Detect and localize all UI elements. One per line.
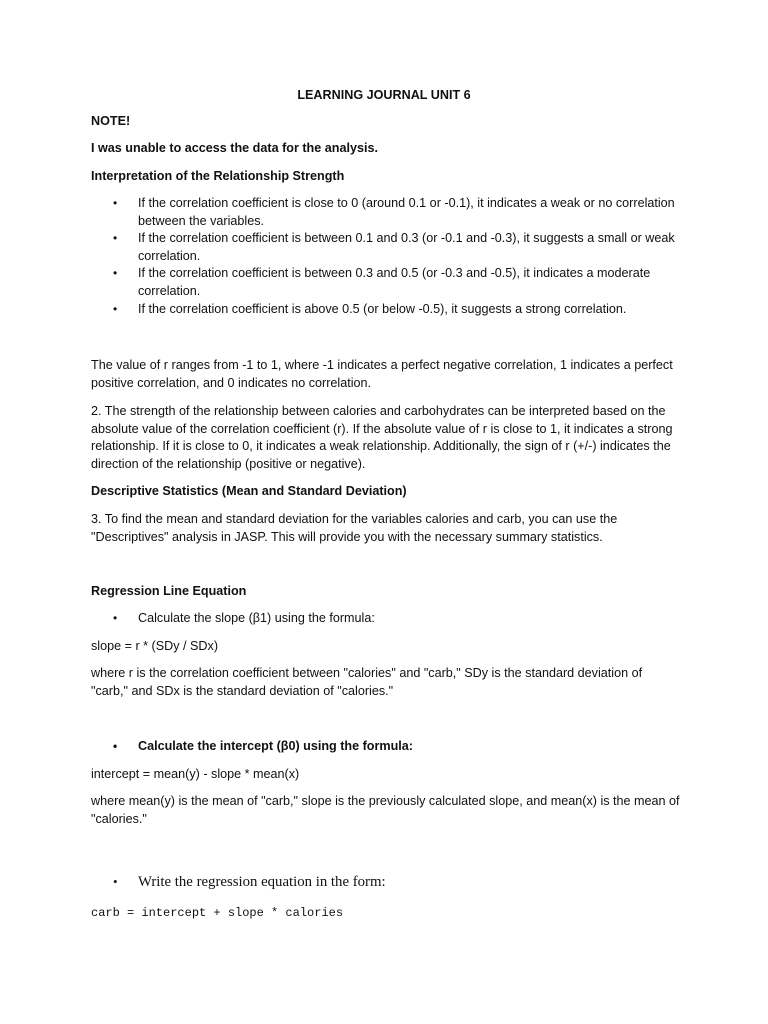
strength-paragraph: 2. The strength of the relationship between calories and carbohydrates can be interpreted based on the absolute value of the correlation coefficient (r). If the absolute value of r is close to 1, it indicates a strong relationship. If it is close to 0, it indicates a weak relationship. Additionally, the sign of r (+/-) indicates the direction of the relationship (positive or negative). (91, 404, 673, 471)
section-heading-relationship-strength: Interpretation of the Relationship Strength (91, 169, 345, 183)
bullet-icon: • (113, 611, 118, 625)
intercept-bullet-text: Calculate the intercept (β0) using the formula: (138, 739, 413, 753)
list-item-text: If the correlation coefficient is above 0.5 (or below -0.5), it suggests a strong correlation. (138, 301, 627, 316)
list-item-text: If the correlation coefficient is between 0.3 and 0.5 (or -0.3 and -0.5), it indicates a moderate correlation. (138, 266, 651, 298)
equation-bullet-text: Write the regression equation in the form: (138, 874, 386, 890)
bullet-icon: • (113, 266, 118, 281)
note-text: I was unable to access the data for the analysis. (91, 141, 378, 155)
slope-formula: slope = r * (SDy / SDx) (91, 639, 219, 653)
intercept-explanation: where mean(y) is the mean of "carb," slope is the previously calculated slope, and mean(x) is the mean of "calories." (91, 794, 680, 826)
section-heading-regression-line: Regression Line Equation (91, 584, 247, 598)
descriptives-paragraph: 3. To find the mean and standard deviation for the variables calories and carb, you can use the "Descriptives" analysis in JASP. This will provide you with the necessary summary statistics. (91, 512, 618, 544)
intercept-formula: intercept = mean(y) - slope * mean(x) (91, 767, 300, 781)
bullet-icon: • (113, 231, 118, 246)
note-label: NOTE! (91, 114, 131, 128)
document-title: LEARNING JOURNAL UNIT 6 (297, 88, 471, 102)
strength-bullet-list (91, 195, 681, 318)
regression-equation-code: carb = intercept + slope * calories (91, 906, 344, 920)
list-item (91, 265, 681, 300)
bullet-icon: • (113, 874, 118, 889)
list-item (91, 230, 681, 265)
r-range-paragraph: The value of r ranges from -1 to 1, where -1 indicates a perfect negative correlation, 1 indicates a perfect positive correlation, and 0 indicates no correlation. (91, 358, 673, 390)
section-heading-descriptive-statistics: Descriptive Statistics (Mean and Standard Deviation) (91, 484, 407, 498)
slope-bullet-text: Calculate the slope (β1) using the formula: (138, 611, 375, 625)
bullet-icon: • (113, 739, 118, 753)
slope-explanation: where r is the correlation coefficient between "calories" and "carb," SDy is the standard deviation of "carb," and SDx is the standard deviation of "calories." (91, 666, 643, 698)
list-item-text: If the correlation coefficient is close to 0 (around 0.1 or -0.1), it indicates a weak or no correlation between the variables. (138, 196, 675, 228)
list-item (91, 301, 681, 319)
bullet-icon: • (113, 196, 118, 210)
bullet-icon: • (113, 301, 118, 316)
list-item-text: If the correlation coefficient is between 0.1 and 0.3 (or -0.1 and -0.3), it suggests a small or weak correlation. (138, 231, 675, 263)
list-item (91, 195, 681, 230)
